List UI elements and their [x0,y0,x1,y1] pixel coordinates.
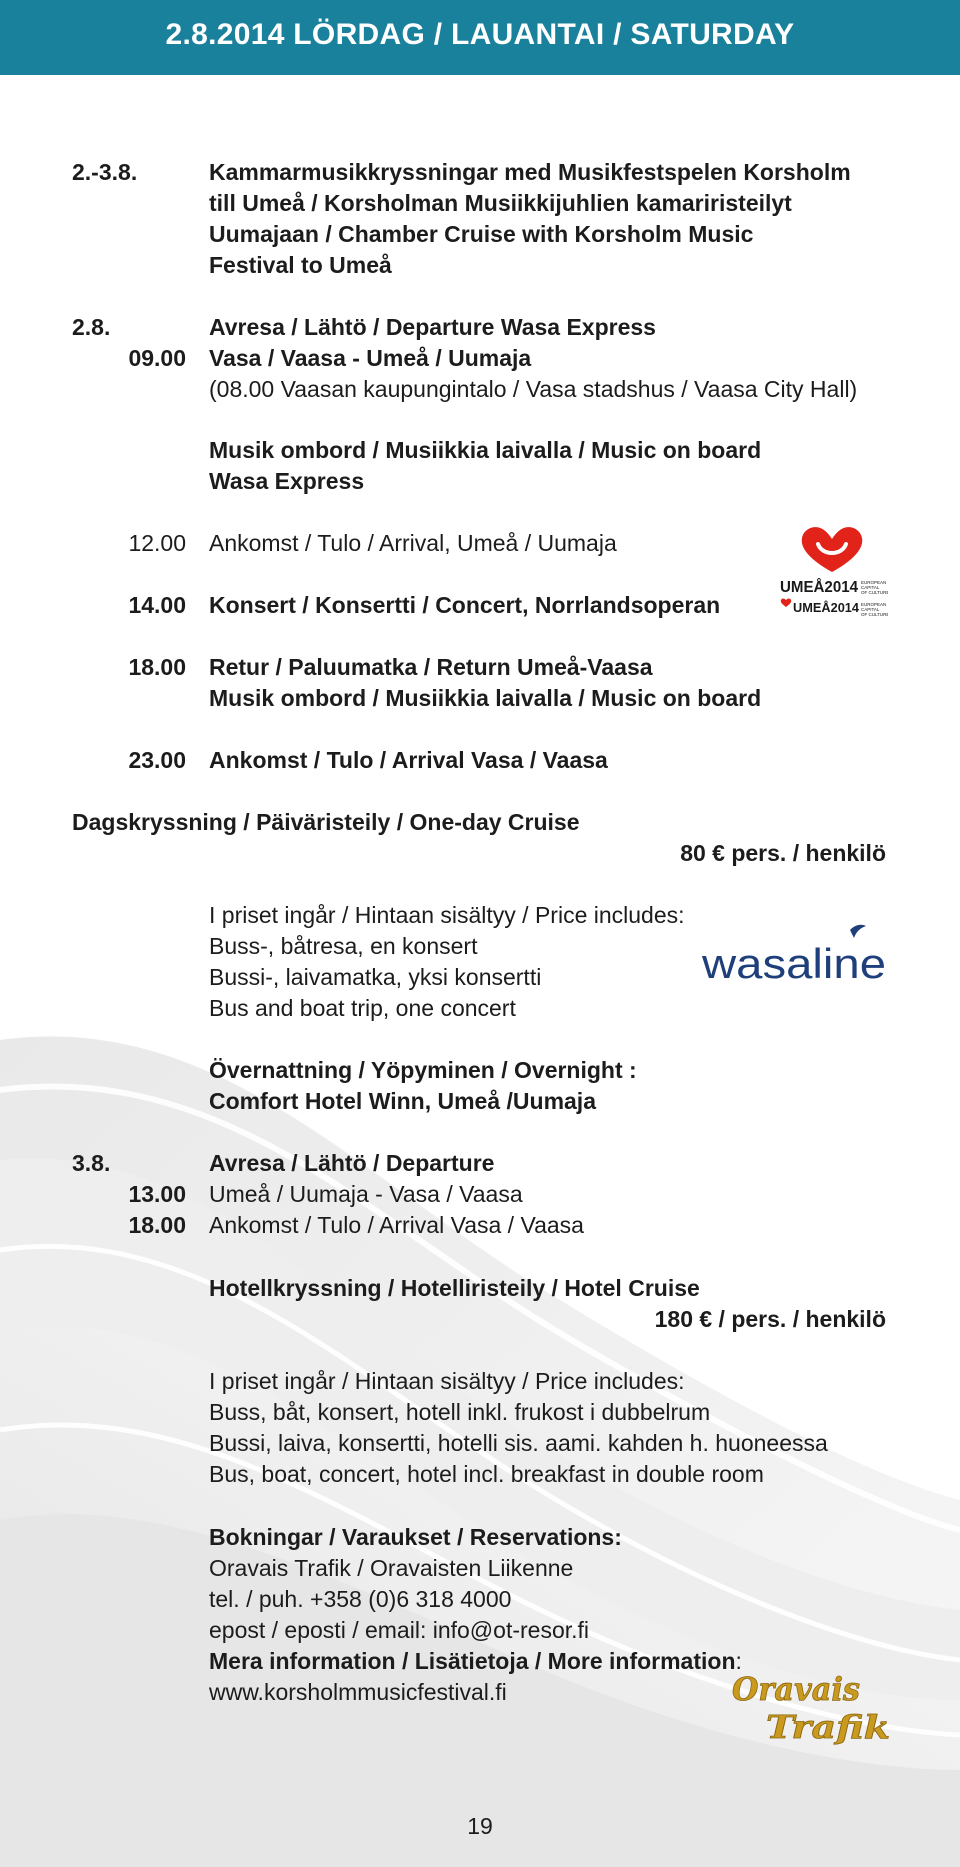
event-time-arrival: 12.00 [128,530,186,556]
event-time-concert: 14.00 [128,592,186,618]
oneday-includes-line-1: I priset ingår / Hintaan sisältyy / Price includes: [209,902,685,928]
hotel-includes-line-4: Bus, boat, concert, hotel incl. breakfast in double room [209,1461,764,1487]
day2-time-departure: 13.00 [128,1181,186,1207]
wasaline-logo [700,922,890,986]
hotel-cruise-price: 180 € / pers. / henkilö [654,1306,886,1332]
day2-text-arrival: Ankomst / Tulo / Arrival Vasa / Vaasa [209,1212,584,1238]
day1-music-line-2: Wasa Express [209,468,365,494]
oneday-price: 80 € pers. / henkilö [680,840,886,866]
event-return-music: Musik ombord / Musiikkia laivalla / Music on board [209,685,762,711]
hotel-includes-line-3: Bussi, laiva, konsertti, hotelli sis. aami. kahden h. huoneessa [209,1430,828,1456]
bookings-phone: tel. / puh. +358 (0)6 318 4000 [209,1586,512,1612]
cruise-title-line-2: till Umeå / Korsholman Musiikkijuhlien kamariristeilyt [209,190,792,216]
day2-date: 3.8. [72,1150,111,1176]
bookings-title: Bokningar / Varaukset / Reservations: [209,1524,622,1550]
svg-text:wasaline: wasaline [700,940,886,986]
hotel-includes-line-2: Buss, båt, konsert, hotell inkl. frukost i dubbelrum [209,1399,711,1425]
bookings-email: epost / eposti / email: info@ot-resor.fi [209,1617,590,1643]
day1-music-line-1: Musik ombord / Musiikkia laivalla / Music on board [209,437,762,463]
umea2014-heart-icon [776,524,888,626]
event-text-return: Retur / Paluumatka / Return Umeå-Vaasa [209,654,653,680]
svg-text:CAPITAL: CAPITAL [861,585,880,590]
hotel-includes-line-1: I priset ingår / Hintaan sisältyy / Price includes: [209,1368,685,1394]
hotel-cruise-title: Hotellkryssning / Hotelliristeily / Hotel Cruise [209,1275,700,1301]
bookings-company: Oravais Trafik / Oravaisten Liikenne [209,1555,574,1581]
day1-departure: Avresa / Lähtö / Departure Wasa Express [209,314,656,340]
cruise-title-line-1: Kammarmusikkryssningar med Musikfestspelen Korsholm [209,159,851,185]
cruise-date: 2.-3.8. [72,159,138,185]
cruise-title-line-3: Uumajaan / Chamber Cruise with Korsholm Music [209,221,754,247]
day2-text-departure: Umeå / Uumaja - Vasa / Vaasa [209,1181,523,1207]
svg-text:Trafik: Trafik [766,1708,890,1746]
oneday-includes-line-2: Buss-, båtresa, en konsert [209,933,478,959]
day1-date: 2.8. [72,314,111,340]
umea2014-logo [776,524,888,626]
cruise-title-line-4: Festival to Umeå [209,252,392,278]
oravais-trafik-script-icon [728,1666,900,1748]
page-number: 19 [467,1813,493,1839]
more-info-label: Mera information / Lisätietoja / More information [209,1648,736,1674]
more-info-colon: : [735,1648,742,1674]
event-time-return: 18.00 [128,654,186,680]
svg-text:EUROPEAN: EUROPEAN [861,580,887,585]
oneday-includes-line-3: Bussi-, laivamatka, yksi konsertti [209,964,542,990]
oneday-title: Dagskryssning / Päiväristeily / One-day Cruise [72,809,580,835]
svg-text:CAPITAL: CAPITAL [861,607,880,612]
page-title: 2.8.2014 LÖRDAG / LAUANTAI / SATURDAY [165,18,795,51]
day2-departure: Avresa / Lähtö / Departure [209,1150,495,1176]
day1-meeting-point: (08.00 Vaasan kaupungintalo / Vasa stadshus / Vaasa City Hall) [209,376,858,402]
svg-text:UMEÅ2014: UMEÅ2014 [780,579,863,596]
oneday-includes-line-4: Bus and boat trip, one concert [209,995,516,1021]
event-text-arrival-home: Ankomst / Tulo / Arrival Vasa / Vaasa [209,747,608,773]
overnight-title: Övernattning / Yöpyminen / Overnight : [209,1057,637,1083]
svg-text:Oravais: Oravais [732,1670,860,1708]
event-time-arrival-home: 23.00 [128,747,186,773]
svg-text:OF CULTURE: OF CULTURE [861,590,888,595]
svg-text:EUROPEAN: EUROPEAN [861,602,887,607]
day2-time-arrival: 18.00 [128,1212,186,1238]
more-info-line [209,1646,742,1677]
svg-text:UMEÅ2014: UMEÅ2014 [793,600,860,615]
day1-departure-time: 09.00 [128,345,186,371]
website-link[interactable]: www.korsholmmusicfestival.fi [209,1679,507,1705]
svg-text:OF CULTURE: OF CULTURE [861,612,888,617]
wasaline-bird-icon [700,922,890,986]
oravais-trafik-logo [728,1666,900,1748]
overnight-hotel: Comfort Hotel Winn, Umeå /Uumaja [209,1088,596,1114]
event-text-arrival: Ankomst / Tulo / Arrival, Umeå / Uumaja [209,530,617,556]
event-text-concert: Konsert / Konsertti / Concert, Norrlandsoperan [209,592,721,618]
day1-route: Vasa / Vaasa - Umeå / Uumaja [209,345,532,371]
